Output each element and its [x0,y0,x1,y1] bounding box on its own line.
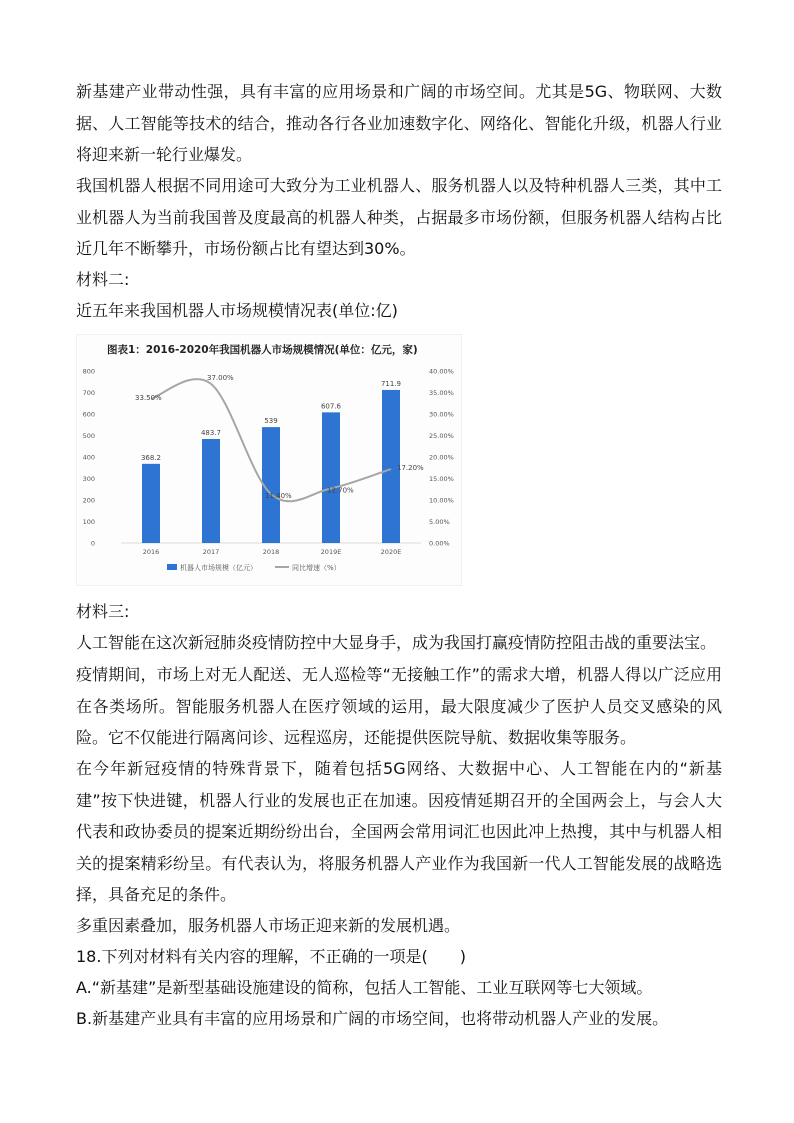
option-b: B.新基建产业具有丰富的应用场景和广阔的市场空间，也将带动机器人产业的发展。 [76,1009,669,1028]
paragraph-opportunity: 多重因素叠加，服务机器人市场正迎来新的发展机遇。 [76,916,461,935]
y-right-tick-label: 25.00% [429,432,454,440]
chart-title: 图表1：2016-2020年我国机器人市场规模情况(单位：亿元，家) [107,344,418,356]
line-data-label: 12.70% [327,486,354,495]
bar-market-size [142,464,160,543]
chart-canvas [77,335,461,585]
y-right-tick-label: 15.00% [429,475,454,483]
paragraph-ai-epidemic: 人工智能在这次新冠肺炎疫情防控中大显身手，成为我国打赢疫情防控阻击战的重要法宝。 [76,633,717,652]
y-left-tick-label: 700 [82,389,95,397]
x-tick-label: 2020E [380,548,402,556]
line-data-label: 37.00% [207,373,234,382]
market-size-chart [76,334,462,586]
bar-data-label: 607.6 [320,402,342,411]
y-right-tick-label: 35.00% [429,389,454,397]
y-right-tick-label: 10.00% [429,496,454,505]
line-data-label: 11.40% [265,491,292,500]
y-left-tick-label: 0 [90,539,95,548]
y-right-tick-label: 5.00% [429,518,450,526]
paragraph-new-infrastructure-two-sessions: 在今年新冠疫情的特殊背景下，随着包括5G网络、大数据中心、人工智能在内的“新基建”按下快进键，机器人行业的发展也正在加速。因疫情延期召开的全国两会上，与会人大代表和政协委员的提案近期纷纷出台，全国两会常用词汇也因此冲上热搜，其中与机器人相关的提案精彩纷呈。有代表认为，将服务机器人产业作为我国新一代人工智能发展的战略选择，具备充足的条件。 [76,759,722,904]
legend-label-market-size: 机器人市场规模（亿元） [180,564,257,572]
y-right-tick-label: 20.00% [429,453,454,462]
paragraph-contactless-work: 疫情期间，市场上对无人配送、无人巡检等“无接触工作”的需求大增，机器人得以广泛应用在各类场所。智能服务机器人在医疗领域的运用，最大限度减少了医护人员交叉感染的风险。它不仅能进行隔离问诊、远程巡房，还能提供医院导航、数据收集等服务。 [76,665,722,747]
y-left-tick-label: 100 [82,518,95,526]
line-data-label: 33.50% [135,393,162,402]
bar-market-size [202,439,220,543]
x-tick-label: 2016 [142,548,160,556]
option-a: A.“新基建”是新型基础设施建设的简称，包括人工智能、工业互联网等七大领域。 [76,978,653,997]
line-data-label: 17.20% [397,464,424,473]
y-left-tick-label: 500 [82,432,95,440]
x-tick-label: 2017 [202,548,220,556]
y-right-tick-label: 30.00% [429,410,454,419]
chart-caption: 近五年来我国机器人市场规模情况表(单位:亿) [76,301,398,320]
y-left-tick-label: 200 [82,496,95,505]
question-18: 18.下列对材料有关内容的理解，不正确的一项是( ) [76,947,466,966]
bar-data-label: 368.2 [140,453,162,462]
bar-data-label: 711.9 [380,379,402,388]
x-tick-label: 2019E [320,548,342,556]
paragraph-robot-categories: 我国机器人根据不同用途可大致分为工业机器人、服务机器人以及特种机器人三类，其中工业机器人为当前我国普及度最高的机器人种类，占据最多市场份额，但服务机器人结构占比近几年不断攀升，市场份额占比有望达到30%。 [76,176,722,258]
bar-market-size [322,412,340,543]
y-left-tick-label: 300 [82,475,95,483]
legend-label-growth-rate: 同比增速（%） [292,564,341,572]
y-left-tick-label: 400 [82,453,95,462]
material-three-heading: 材料三: [76,602,130,621]
legend-swatch-bar [167,564,177,570]
y-right-tick-label: 40.00% [429,367,454,376]
material-two-heading: 材料二: [76,270,130,289]
paragraph-new-infrastructure: 新基建产业带动性强，具有丰富的应用场景和广阔的市场空间。尤其是5G、物联网、大数据、人工智能等技术的结合，推动各行各业加速数字化、网络化、智能化升级，机器人行业将迎来新一轮行业爆发。 [76,82,722,164]
y-left-tick-label: 600 [82,410,95,419]
y-left-tick-label: 800 [82,367,95,376]
bar-data-label: 539 [264,417,278,426]
y-right-tick-label: 0.00% [429,539,450,548]
x-tick-label: 2018 [262,548,280,556]
bar-data-label: 483.7 [200,429,222,438]
